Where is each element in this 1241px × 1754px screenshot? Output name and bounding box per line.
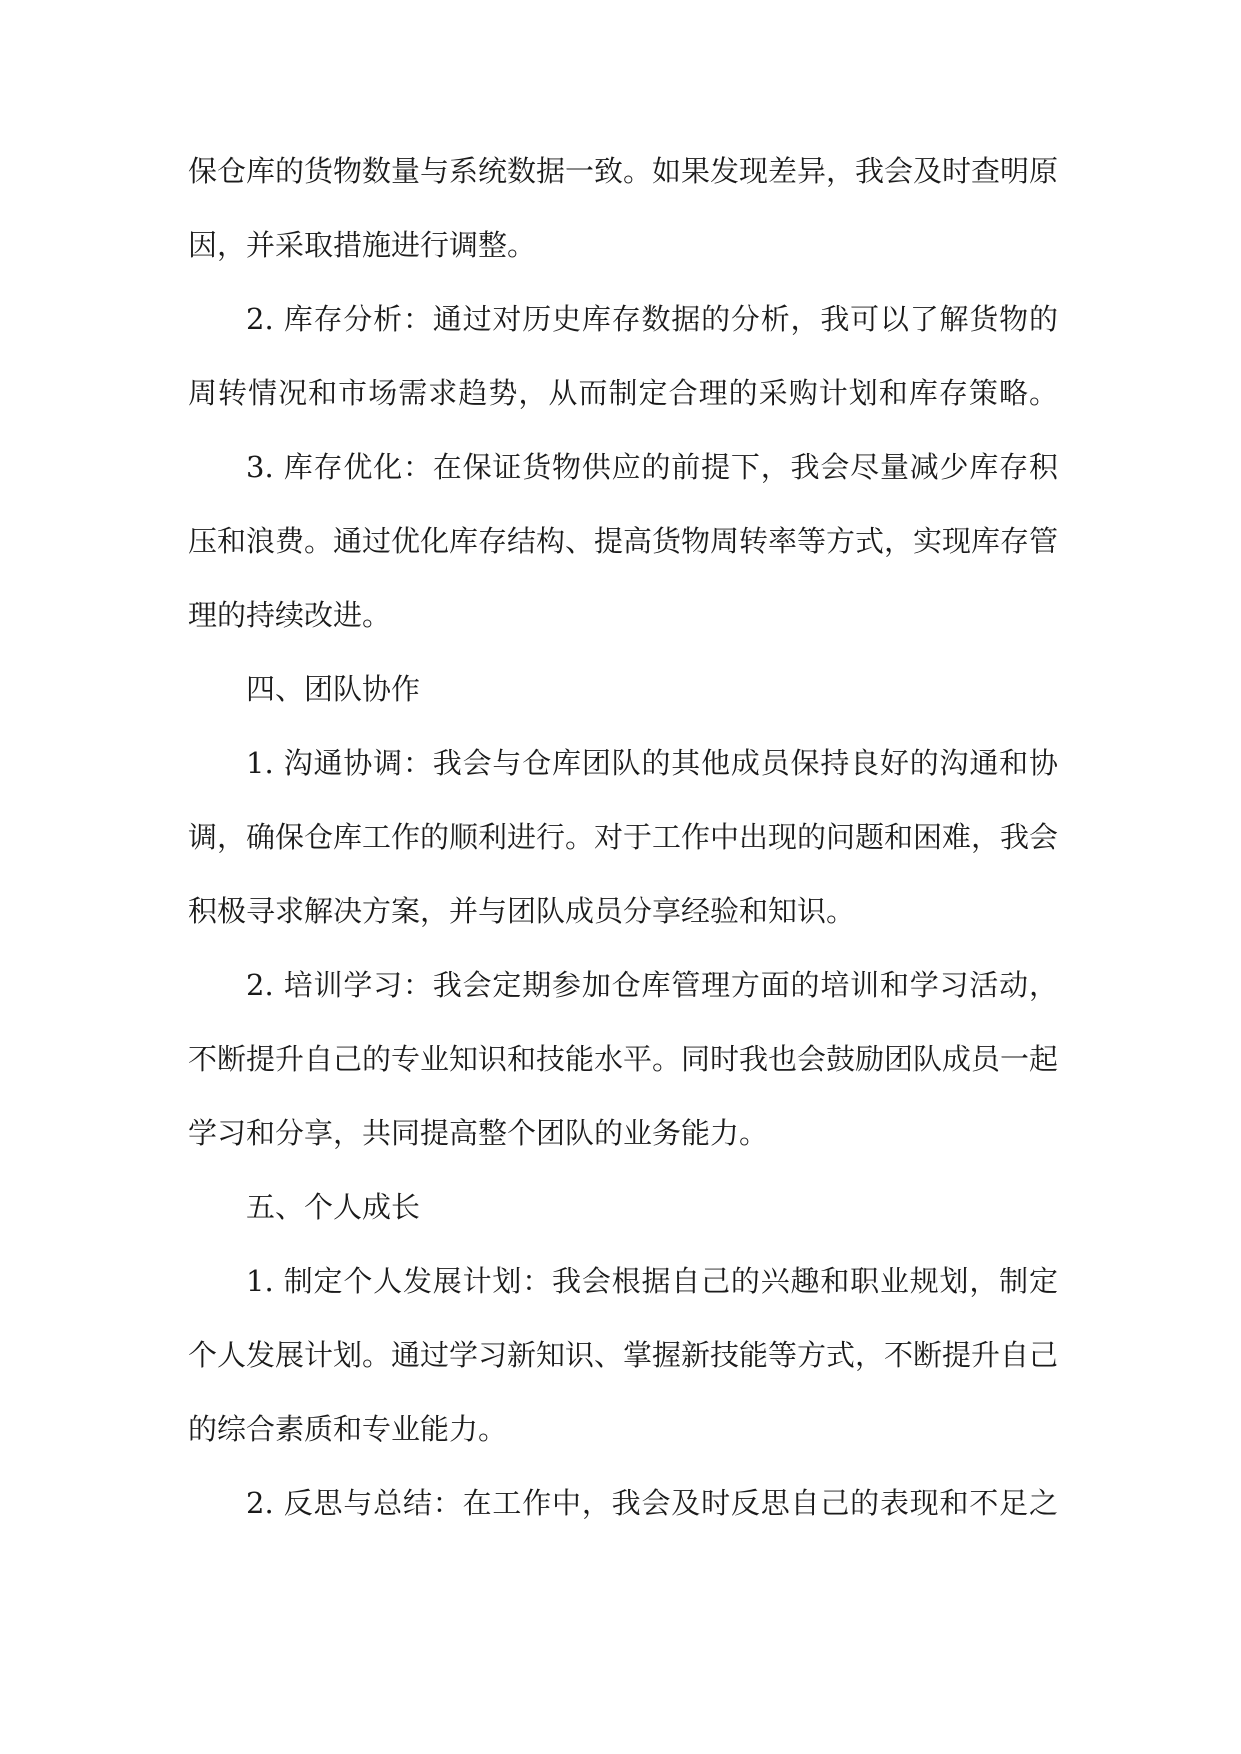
paragraph-line: 保仓库的货物数量与系统数据一致。如果发现差异，我会及时查明原 — [188, 154, 1059, 188]
section-heading: 四、团队协作 — [246, 672, 421, 706]
paragraph-line: 2. 培训学习：我会定期参加仓库管理方面的培训和学习活动， — [246, 968, 1058, 1002]
paragraph-line: 周转情况和市场需求趋势，从而制定合理的采购计划和库存策略。 — [188, 376, 1058, 410]
paragraph-line: 因，并采取措施进行调整。 — [188, 228, 537, 262]
paragraph-line: 2. 反思与总结：在工作中，我会及时反思自己的表现和不足之 — [246, 1486, 1058, 1520]
paragraph-line: 积极寻求解决方案，并与团队成员分享经验和知识。 — [188, 894, 856, 928]
paragraph-line: 2. 库存分析：通过对历史库存数据的分析，我可以了解货物的 — [246, 302, 1058, 336]
paragraph-line: 个人发展计划。通过学习新知识、掌握新技能等方式，不断提升自己 — [188, 1338, 1059, 1372]
paragraph-line: 调，确保仓库工作的顺利进行。对于工作中出现的问题和困难，我会 — [188, 820, 1059, 854]
document-body — [188, 134, 1058, 1540]
paragraph-line: 压和浪费。通过优化库存结构、提高货物周转率等方式，实现库存管 — [188, 524, 1059, 558]
paragraph-line: 3. 库存优化：在保证货物供应的前提下，我会尽量减少库存积 — [246, 450, 1058, 484]
section-heading: 五、个人成长 — [246, 1190, 421, 1224]
paragraph-line: 理的持续改进。 — [188, 598, 392, 632]
paragraph-line: 1. 沟通协调：我会与仓库团队的其他成员保持良好的沟通和协 — [246, 746, 1058, 780]
paragraph-line: 1. 制定个人发展计划：我会根据自己的兴趣和职业规划，制定 — [246, 1264, 1058, 1298]
paragraph-line: 不断提升自己的专业知识和技能水平。同时我也会鼓励团队成员一起 — [188, 1042, 1059, 1076]
paragraph-line: 的综合素质和专业能力。 — [188, 1412, 508, 1446]
paragraph-line: 学习和分享，共同提高整个团队的业务能力。 — [188, 1116, 769, 1150]
